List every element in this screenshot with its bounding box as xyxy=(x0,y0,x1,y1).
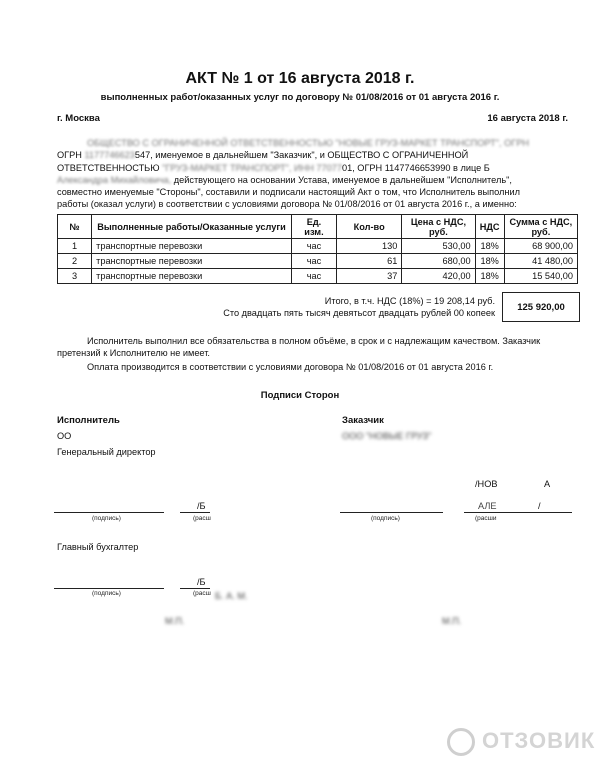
cell-qty: 37 xyxy=(337,269,402,284)
executor-name-fragment: /Б xyxy=(197,501,206,511)
cell-price: 530,00 xyxy=(402,239,475,254)
watermark-text: ОТЗОВИК xyxy=(482,728,596,753)
signatures-heading: Подписи Сторон xyxy=(260,390,340,401)
cell-price: 680,00 xyxy=(402,254,475,269)
customer-name-fragment: АЛЕ xyxy=(478,501,497,511)
cell-sum: 41 480,00 xyxy=(504,254,577,269)
cell-sum: 15 540,00 xyxy=(504,269,577,284)
cell-num: 2 xyxy=(58,254,92,269)
items-table xyxy=(57,214,578,284)
intro-line3-start: ОТВЕТСТВЕННОСТЬЮ xyxy=(57,162,160,173)
customer-signature-line xyxy=(340,512,443,513)
executor-label: Исполнитель xyxy=(57,415,120,426)
intro-line2-rest: 547, именуемое в дальнейшем "Заказчик", и ОБЩЕСТВО С ОГРАНИЧЕННОЙ xyxy=(134,150,469,161)
header-unit: Ед. изм. xyxy=(291,215,336,239)
header-name: Выполненные работы/Оказанные услуги xyxy=(92,215,292,239)
cell-name: транспортные перевозки xyxy=(92,254,292,269)
cell-unit: час xyxy=(291,269,336,284)
intro-line6: работы (оказал услуги) в соответствии с условиями договора № 01/08/2016 от 01 августа 2016 г., а именно: xyxy=(57,199,517,210)
cell-sum: 68 900,00 xyxy=(504,239,577,254)
total-in-words: Сто двадцать пять тысяч девятьсот двадцать рублей 00 копеек xyxy=(223,308,495,318)
accountant-signature-line xyxy=(54,588,164,589)
act-title: АКТ № 1 от 16 августа 2018 г. xyxy=(185,70,415,87)
accountant-name-fragment: /Б xyxy=(197,577,206,587)
cell-vat: 18% xyxy=(475,269,504,284)
executor-org: ОО xyxy=(57,431,72,441)
cell-num: 3 xyxy=(58,269,92,284)
executor-signature-line xyxy=(54,512,164,513)
customer-decode-caption: (расши xyxy=(475,515,497,522)
cell-num: 1 xyxy=(58,239,92,254)
intro-line3-blurred: "ГРУЗ-МАРКЕТ ТРАНСПОРТ", ИНН 77077 xyxy=(162,162,342,173)
intro-line2-blurred: 1177746623 xyxy=(84,150,135,161)
customer-decode-line xyxy=(464,512,572,513)
cell-qty: 61 xyxy=(337,254,402,269)
table-row xyxy=(58,269,578,284)
executor-decode-caption: (расш xyxy=(193,515,211,522)
cell-unit: час xyxy=(291,254,336,269)
closing-p1-line2: претензий к Исполнителю не имеет. xyxy=(57,348,210,358)
chief-accountant-label: Главный бухгалтер xyxy=(57,542,139,552)
customer-org: ООО "НОВЫЕ ГРУЗ" xyxy=(342,431,432,441)
closing-p1-line1: Исполнитель выполнил все обязательства в полном объёме, в срок и с надлежащим качеством. Заказчик xyxy=(87,336,541,346)
table-row xyxy=(58,254,578,269)
intro-paragraph xyxy=(57,137,574,211)
customer-label: Заказчик xyxy=(342,415,384,426)
otzovik-logo-icon xyxy=(447,728,475,756)
header-qty: Кол-во xyxy=(337,215,402,239)
cell-name: транспортные перевозки xyxy=(92,269,292,284)
vat-total-line: Итого, в т.ч. НДС (18%) = 19 208,14 руб. xyxy=(324,296,495,306)
cell-unit: час xyxy=(291,239,336,254)
stamp-place-right: М.П. xyxy=(442,616,462,626)
intro-line5: совместно именуемые "Стороны", составили и подписали настоящий Акт о том, что Исполнитель выполнил xyxy=(57,187,520,198)
customer-role-fragment-2: А xyxy=(544,479,551,489)
totals-block xyxy=(223,295,495,319)
customer-name-slash: / xyxy=(538,501,541,511)
cell-qty: 130 xyxy=(337,239,402,254)
intro-line3-rest: 01, ОГРН 1147746653990 в лице Б xyxy=(341,162,490,173)
executor-signature-caption: (подпись) xyxy=(92,515,121,522)
accountant-decode-caption: (расш xyxy=(193,590,211,597)
stamp-place-left: М.П. xyxy=(165,616,185,626)
header-price: Цена с НДС, руб. xyxy=(402,215,475,239)
cell-name: транспортные перевозки xyxy=(92,239,292,254)
intro-line4-blurred: Александра Михайловича, xyxy=(57,174,172,185)
act-date: 16 августа 2018 г. xyxy=(487,113,568,124)
accountant-signature-caption: (подпись) xyxy=(92,590,121,597)
cell-vat: 18% xyxy=(475,254,504,269)
accountant-name-blurred: Б. А. М. xyxy=(215,591,248,601)
table-header-row xyxy=(58,215,578,239)
grand-total: 125 920,00 xyxy=(502,292,580,322)
header-num: № xyxy=(58,215,92,239)
closing-paragraph-1 xyxy=(57,335,577,359)
header-sum: Сумма с НДС, руб. xyxy=(504,215,577,239)
intro-line1-blurred: ОБЩЕСТВО С ОГРАНИЧЕННОЙ ОТВЕТСТВЕННОСТЬЮ "НОВЫЕ ГРУЗ-МАРКЕТ ТРАНСПОРТ", ОГРН xyxy=(87,138,529,148)
customer-signature-caption: (подпись) xyxy=(371,515,400,522)
executor-decode-line xyxy=(180,512,210,513)
intro-line2-start: ОГРН xyxy=(57,150,82,161)
executor-role: Генеральный директор xyxy=(57,447,156,457)
table-row xyxy=(58,239,578,254)
cell-price: 420,00 xyxy=(402,269,475,284)
act-subtitle: выполненных работ/оказанных услуг по договору № 01/08/2016 от 01 августа 2016 г. xyxy=(100,92,500,103)
intro-line4-rest: действующего на основании Устава, именуемое в дальнейшем "Исполнитель", xyxy=(173,174,512,185)
city: г. Москва xyxy=(57,113,100,124)
closing-paragraph-2: Оплата производится в соответствии с условиями договора № 01/08/2016 от 01 августа 2016 г. xyxy=(87,362,494,372)
cell-vat: 18% xyxy=(475,239,504,254)
customer-role-fragment: /НОВ xyxy=(475,479,498,489)
accountant-decode-line xyxy=(180,588,210,589)
header-vat: НДС xyxy=(475,215,504,239)
